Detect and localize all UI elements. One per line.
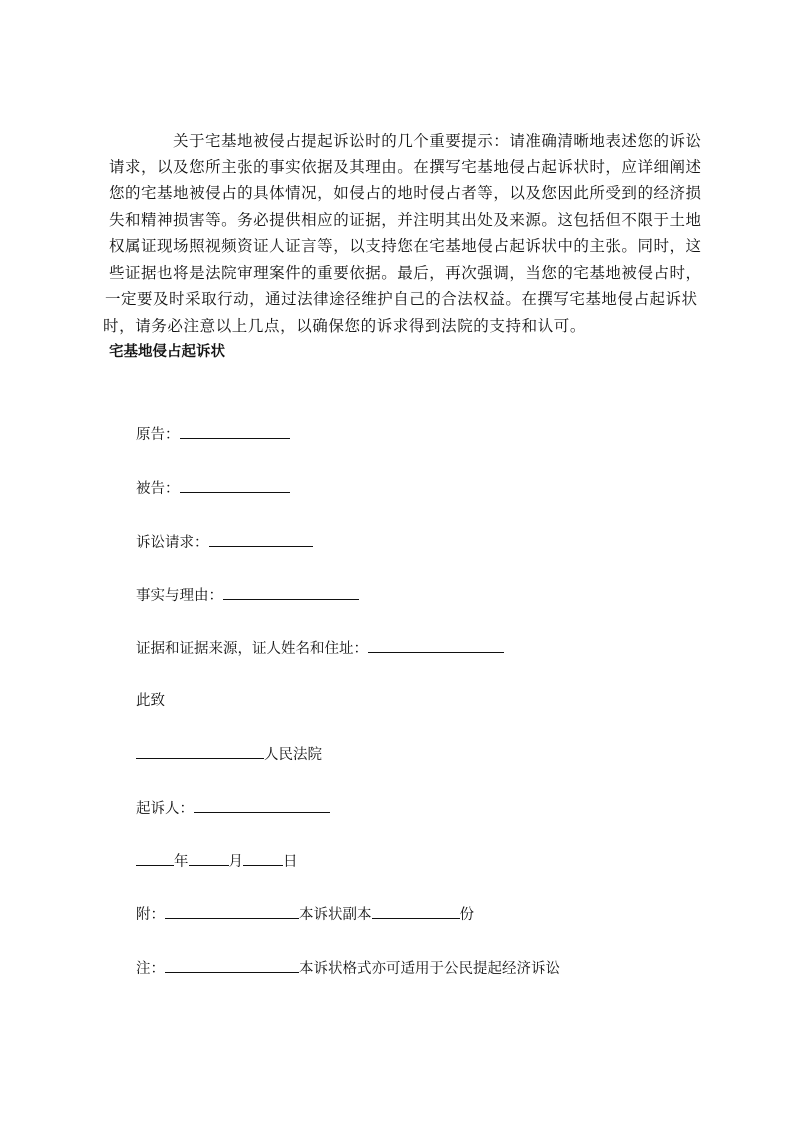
note-label: 注：: [136, 961, 165, 977]
copies-unit: 份: [459, 907, 474, 923]
attachment-label: 附：: [136, 907, 165, 923]
defendant-blank[interactable]: [180, 478, 290, 493]
form-title: 宅基地侵占起诉状: [109, 344, 225, 360]
intro-line: 失和精神损害等。务必提供相应的证据，并注明其出处及来源。这包括但不限于土地: [109, 211, 701, 229]
copies-blank[interactable]: [372, 904, 460, 919]
intro-line: 关于宅基地被侵占提起诉讼时的几个重要提示：请准确清晰地表述您的诉讼: [173, 132, 701, 150]
court-blank[interactable]: [136, 744, 264, 759]
intro-line: 一定要及时采取行动，通过法律途径维护自己的合法权益。在撰写宅基地侵占起诉状: [105, 290, 697, 308]
evidence-line: [136, 638, 504, 659]
claims-label: 诉讼请求：: [136, 535, 209, 551]
day-label: 日: [283, 854, 298, 870]
attachment-copy-label: 本诉状副本: [299, 907, 372, 923]
year-blank[interactable]: [136, 851, 174, 866]
note-line: [136, 958, 560, 979]
claims-blank[interactable]: [209, 532, 313, 547]
intro-line: 您的宅基地被侵占的具体情况，如侵占的地时侵占者等，以及您因此所受到的经济损: [109, 184, 701, 202]
evidence-label: 证据和证据来源，证人姓名和住址：: [136, 641, 368, 657]
note-blank[interactable]: [165, 958, 299, 973]
year-label: 年: [174, 854, 189, 870]
intro-line: 权属证现场照视频资证人证言等，以支持您在宅基地侵占起诉状中的主张。同时，这: [109, 237, 701, 255]
filer-line: [136, 798, 330, 819]
to-line: 此致: [136, 693, 165, 709]
facts-blank[interactable]: [223, 585, 359, 600]
attachment-line: [136, 904, 474, 925]
plaintiff-line: [136, 424, 290, 445]
day-blank[interactable]: [243, 851, 283, 866]
attachment-blank[interactable]: [165, 904, 299, 919]
intro-line: 请求，以及您所主张的事实依据及其理由。在撰写宅基地侵占起诉状时，应详细阐述: [109, 158, 701, 176]
facts-line: [136, 585, 359, 606]
intro-line: 些证据也将是法院审理案件的重要依据。最后，再次强调，当您的宅基地被侵占时，: [109, 264, 701, 282]
claims-line: [136, 532, 313, 553]
month-label: 月: [228, 854, 243, 870]
court-line: [136, 744, 322, 765]
plaintiff-blank[interactable]: [180, 424, 290, 439]
evidence-blank[interactable]: [368, 638, 504, 653]
month-blank[interactable]: [189, 851, 229, 866]
facts-label: 事实与理由：: [136, 588, 223, 604]
defendant-line: [136, 478, 290, 499]
date-line: [136, 851, 298, 872]
note-text: 本诉状格式亦可适用于公民提起经济诉讼: [299, 961, 560, 977]
filer-blank[interactable]: [194, 798, 330, 813]
court-label: 人民法院: [264, 747, 322, 763]
filer-label: 起诉人：: [136, 801, 194, 817]
plaintiff-label: 原告：: [136, 427, 180, 443]
intro-line: 时，请务必注意以上几点，以确保您的诉求得到法院的支持和认可。: [103, 317, 587, 335]
defendant-label: 被告：: [136, 481, 180, 497]
